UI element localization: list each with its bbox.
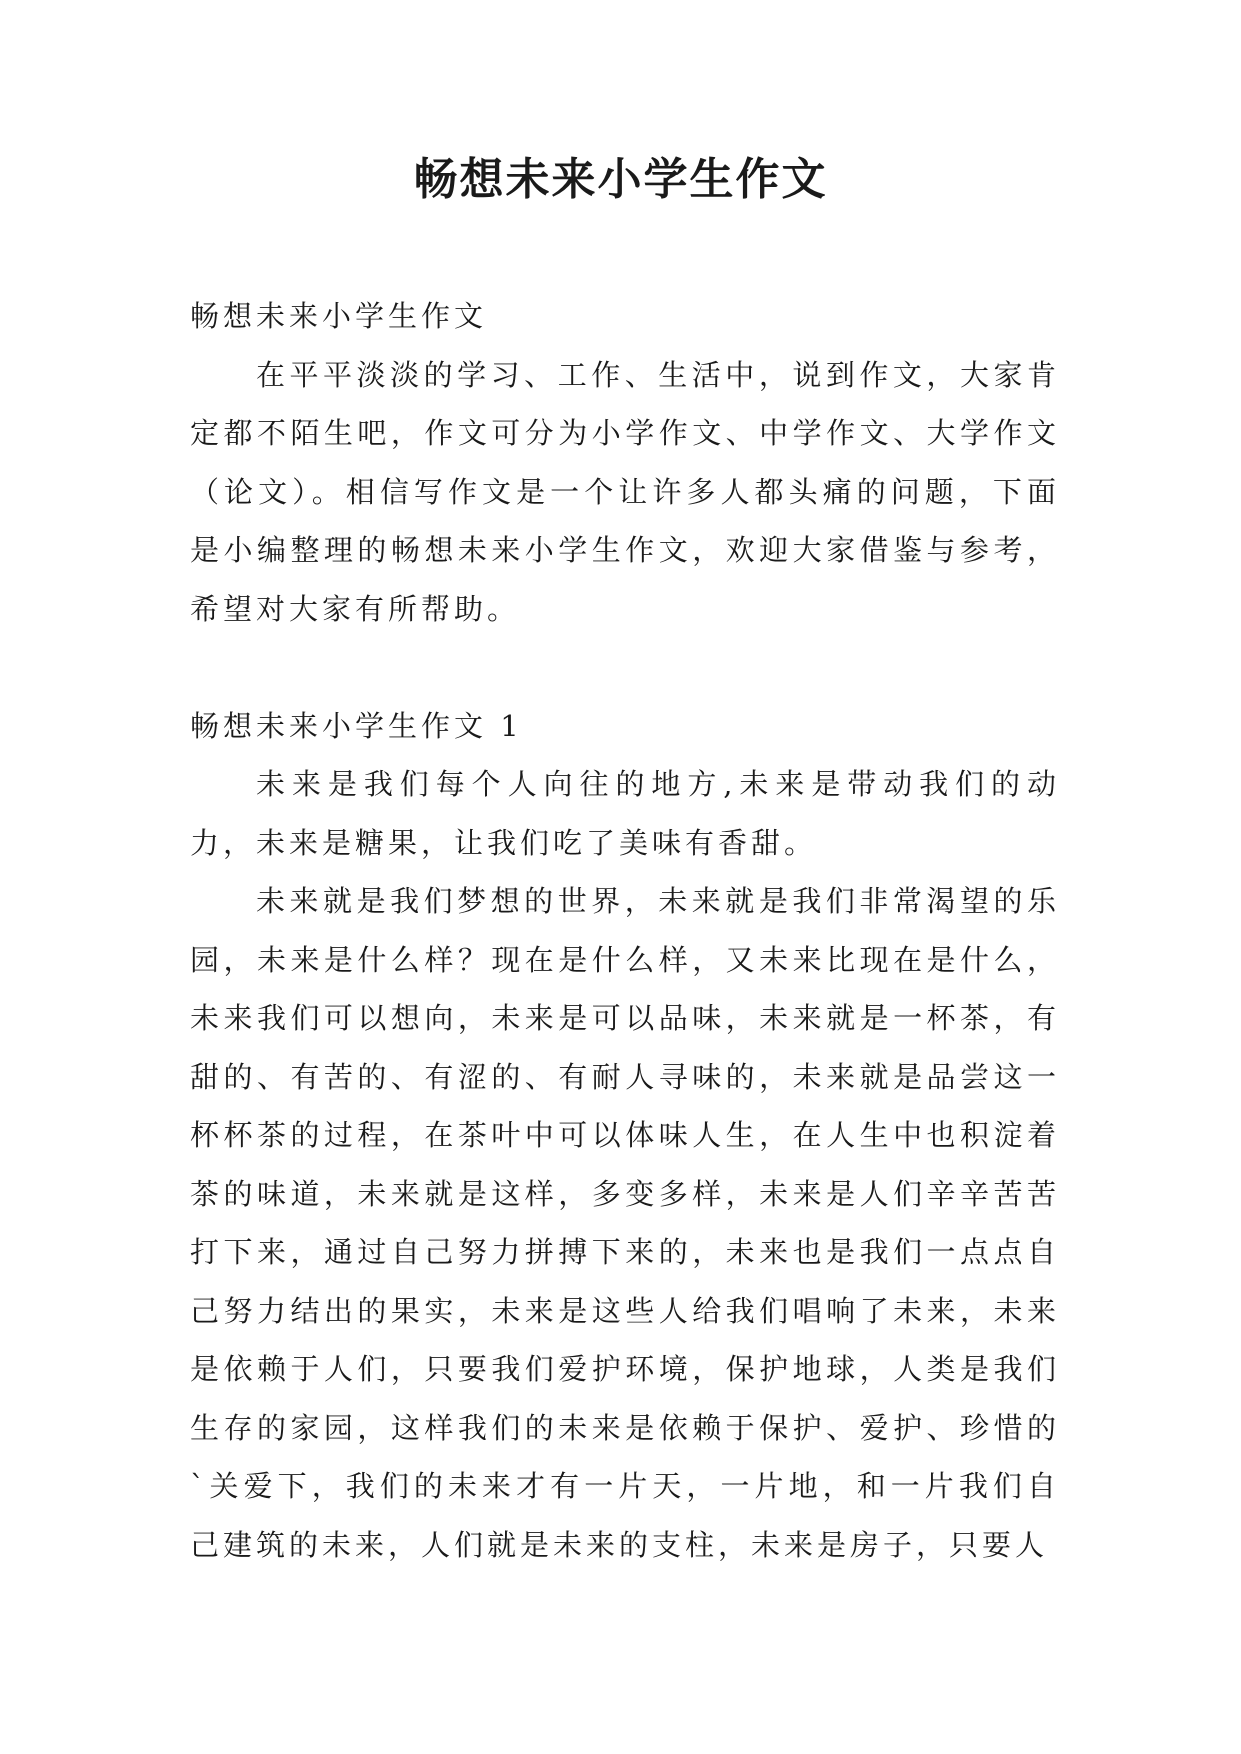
document-title: 畅想未来小学生作文: [413, 154, 828, 205]
section1-heading: 畅想未来小学生作文 1: [190, 708, 523, 743]
intro-heading: 畅想未来小学生作文: [190, 299, 488, 333]
section-spacer: [190, 638, 1060, 697]
section1-paragraph-1: 未来是我们每个人向往的地方,未来是带动我们的动力，未来是糖果，让我们吃了美味有香甜。: [190, 767, 1060, 860]
section1-paragraph-2: 未来就是我们梦想的世界，未来就是我们非常渴望的乐园，未来是什么样？现在是什么样，又未来比现在是什么，未来我们可以想向，未来是可以品味，未来就是一杯茶，有甜的、有苦的、有涩的、有耐人寻味的，未来就是品尝这一杯杯茶的过程，在茶叶中可以体味人生，在人生中也积淀着茶的味道，未来就是这样，多变多样，未来是人们辛辛苦苦打下来，通过自己努力拼搏下来的，未来也是我们一点点自己努力结出的果实，未来是这些人给我们唱响了未来，未来是依赖于人们，只要我们爱护环境，保护地球，人类是我们生存的家园，这样我们的未来是依赖于保护、爱护、珍惜的`关爱下，我们的未来才有一片天，一片地，和一片我们自己建筑的未来，人们就是未来的支柱，未来是房子，只要人: [190, 884, 1060, 1562]
intro-paragraph: 在平平淡淡的学习、工作、生活中，说到作文，大家肯定都不陌生吧，作文可分为小学作文、中学作文、大学作文（论文）。相信写作文是一个让许多人都头痛的问题，下面是小编整理的畅想未来小学生作文，欢迎大家借鉴与参考，希望对大家有所帮助。: [190, 357, 1060, 626]
document-body: [190, 287, 1060, 1574]
